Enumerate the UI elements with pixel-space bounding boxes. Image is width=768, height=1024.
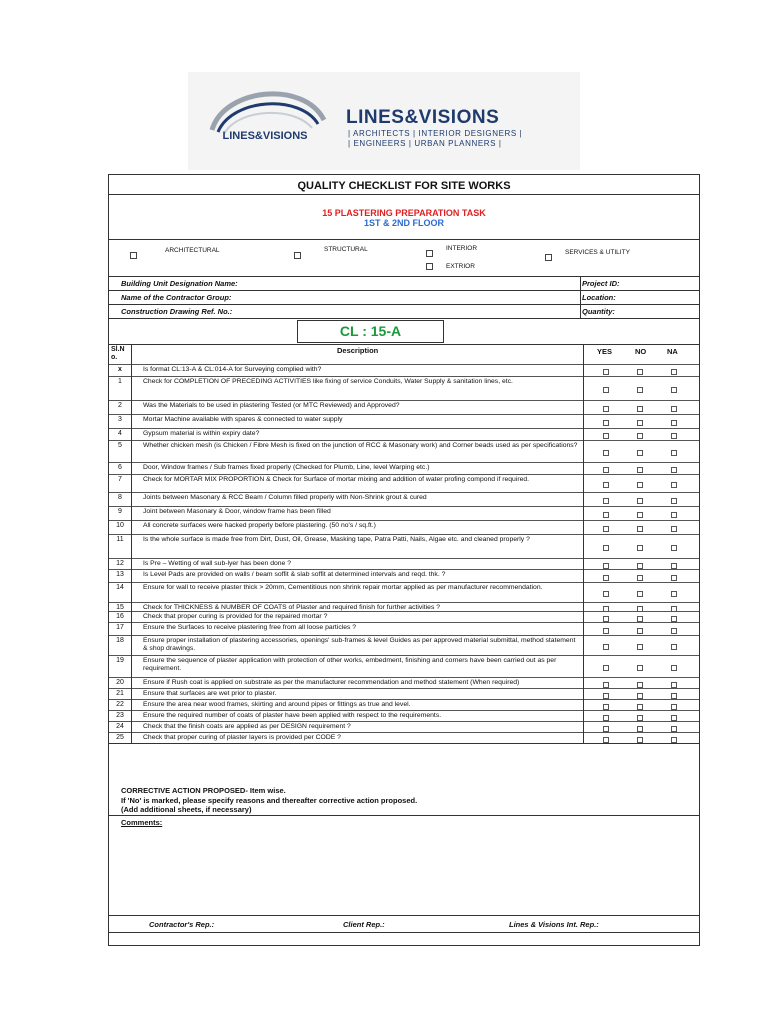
row-description: Is Level Pads are provided on walls / beam soffit & slab soffit at determined intervals and reqd. thk. ? [143, 571, 446, 578]
no-checkbox[interactable] [637, 628, 643, 634]
yes-checkbox[interactable] [603, 665, 609, 671]
row-number: 12 [116, 560, 124, 567]
no-header: NO [635, 347, 647, 356]
row-number: 13 [116, 571, 124, 578]
yes-checkbox[interactable] [603, 433, 609, 439]
drawing-ref-label: Construction Drawing Ref. No.: [121, 307, 233, 316]
table-row [109, 534, 699, 559]
table-row [109, 622, 699, 636]
floor-title: 1ST & 2ND FLOOR [363, 218, 444, 228]
table-row [109, 520, 699, 535]
checklist-sheet [108, 174, 700, 946]
row-number: 1 [118, 378, 122, 385]
column-divider [583, 344, 584, 743]
yes-checkbox[interactable] [603, 467, 609, 473]
yes-checkbox[interactable] [603, 482, 609, 488]
row-number: 4 [118, 430, 122, 437]
yes-checkbox[interactable] [603, 591, 609, 597]
row-description: Check that proper curing is provided for the repaired mortar ? [143, 613, 328, 620]
architectural-checkbox[interactable] [130, 252, 137, 259]
row-description: Mortar Machine available with spares & connected to water supply [143, 416, 343, 423]
row-description: Ensure if Rush coat is applied on substrate as per the manufacturer recommendation and method statement (When required) [143, 679, 520, 686]
logo-subtitle-2: | ENGINEERS | URBAN PLANNERS | [348, 139, 502, 148]
row-description: Ensure proper installation of plastering accessories, openings' sub-frames & level Guides as per approved material submittal, method statement & shop drawings. [143, 637, 576, 652]
na-header: NA [667, 347, 678, 356]
no-checkbox[interactable] [637, 591, 643, 597]
row-description: Ensure the sequence of plaster application with protection of other works, embedment, finishing and corners have been carried out as per requirement. [143, 657, 557, 672]
no-checkbox[interactable] [637, 526, 643, 532]
services-checkbox[interactable] [545, 254, 552, 261]
row-description: Check for MORTAR MIX PROPORTION & Check for Surface of mortar mixing and addition of water profing compond if required. [143, 476, 530, 483]
table-row [109, 474, 699, 493]
no-checkbox[interactable] [637, 498, 643, 504]
row-number: 21 [116, 690, 124, 697]
row-number: 19 [116, 657, 124, 664]
row-description: Check for COMPLETION OF PRECEDING ACTIVITIES like fixing of service Conduits, Water Supply & sanitation lines, etc. [143, 378, 513, 385]
task-title: 15 PLASTERING PREPARATION TASK [322, 208, 486, 218]
logo-swoosh-icon [204, 80, 330, 158]
na-checkbox[interactable] [671, 498, 677, 504]
na-checkbox[interactable] [671, 450, 677, 456]
row-number: 16 [116, 613, 124, 620]
table-row [109, 582, 699, 603]
row-description: Check that proper curing of plaster layers is provided per CODE ? [143, 734, 341, 741]
contractor-rep-label: Contractor's Rep.: [149, 920, 215, 929]
yes-checkbox[interactable] [603, 628, 609, 634]
no-checkbox[interactable] [637, 482, 643, 488]
logo-subtitle-1: | ARCHITECTS | INTERIOR DESIGNERS | [348, 129, 523, 138]
row-number: 2 [118, 402, 122, 409]
building-unit-label: Building Unit Designation Name: [121, 279, 238, 288]
table-row [109, 376, 699, 401]
row-number: 5 [118, 442, 122, 449]
no-checkbox[interactable] [637, 665, 643, 671]
yes-checkbox[interactable] [603, 575, 609, 581]
no-checkbox[interactable] [637, 575, 643, 581]
exterior-checkbox[interactable] [426, 263, 433, 270]
quantity-label: Quantity: [582, 307, 615, 316]
na-checkbox[interactable] [671, 433, 677, 439]
row-number: 6 [118, 464, 122, 471]
lv-rep-label: Lines & Visions Int. Rep.: [509, 920, 599, 929]
table-row [109, 635, 699, 656]
project-id-label: Project ID: [582, 279, 620, 288]
category-exterior: EXTRIOR [446, 263, 475, 270]
row-number: 20 [116, 679, 124, 686]
na-checkbox[interactable] [671, 369, 677, 375]
corrective-action-note: If 'No' is marked, please specify reasons and thereafter corrective action proposed. [121, 796, 418, 805]
na-checkbox[interactable] [671, 575, 677, 581]
row-description: Ensure the required number of coats of plaster have been applied with respect to the requirements. [143, 712, 442, 719]
table-row [109, 492, 699, 507]
row-number: 3 [118, 416, 122, 423]
table-row [109, 440, 699, 463]
yes-checkbox[interactable] [603, 512, 609, 518]
row-description: Ensure the Surfaces to receive plastering free from all loose particles ? [143, 624, 357, 631]
category-interior: INTERIOR [446, 245, 478, 252]
yes-checkbox[interactable] [603, 406, 609, 412]
yes-checkbox[interactable] [603, 420, 609, 426]
no-checkbox[interactable] [637, 387, 643, 393]
category-structural: STRUCTURAL [324, 246, 368, 253]
row-description: Joints between Masonary & RCC Beam / Column filled properly with Non-Shrink grout & cured [143, 494, 427, 501]
table-row [109, 655, 699, 678]
yes-checkbox[interactable] [603, 545, 609, 551]
na-checkbox[interactable] [671, 545, 677, 551]
corrective-action-title: CORRECTIVE ACTION PROPOSED- Item wise. [121, 786, 286, 795]
row-number: 23 [116, 712, 124, 719]
na-checkbox[interactable] [671, 482, 677, 488]
yes-checkbox[interactable] [603, 644, 609, 650]
table-bottom-line [109, 743, 699, 744]
row-number: 7 [118, 476, 122, 483]
row-number: 15 [116, 604, 124, 611]
row-number: 11 [116, 536, 124, 543]
yes-checkbox[interactable] [603, 450, 609, 456]
na-checkbox[interactable] [671, 512, 677, 518]
client-rep-label: Client Rep.: [343, 920, 385, 929]
row-description: Is the whole surface is made free from Dirt, Dust, Oil, Grease, Masking tape, Patra Patti, Nails, Algae etc. and cleaned properly ? [143, 536, 530, 543]
row-number: 17 [116, 624, 124, 631]
corrective-action-note-2: (Add additional sheets, if necessary) [121, 805, 252, 814]
row-description: Ensure the area near wood frames, skirting and around pipes or fittings as true and level. [143, 701, 411, 708]
na-checkbox[interactable] [671, 526, 677, 532]
na-checkbox[interactable] [671, 406, 677, 412]
location-label: Location: [582, 293, 616, 302]
row-number: 10 [116, 522, 124, 529]
no-checkbox[interactable] [637, 420, 643, 426]
row-number: 22 [116, 701, 124, 708]
contractor-group-label: Name of the Contractor Group: [121, 293, 232, 302]
row-number: 14 [116, 584, 124, 591]
no-checkbox[interactable] [637, 369, 643, 375]
row-description: Ensure that surfaces are wet prior to plaster. [143, 690, 277, 697]
sno-header: Sl.N o. [111, 346, 125, 361]
na-checkbox[interactable] [671, 420, 677, 426]
row-number: x [118, 366, 122, 373]
no-checkbox[interactable] [637, 545, 643, 551]
table-row [109, 506, 699, 521]
structural-checkbox[interactable] [294, 252, 301, 259]
row-description: Was the Materials to be used in plastering Tested (or MTC Reviewed) and Approved? [143, 402, 400, 409]
row-description: Is format CL:13-A & CL:014-A for Surveying complied with? [143, 366, 322, 373]
table-row [109, 400, 699, 415]
row-description: Is Pre – Wetting of wall sub-lyer has been done ? [143, 560, 291, 567]
column-divider [131, 344, 132, 743]
comments-label: Comments: [121, 818, 163, 827]
row-number: 18 [116, 637, 124, 644]
no-checkbox[interactable] [637, 644, 643, 650]
row-number: 24 [116, 723, 124, 730]
row-number: 9 [118, 508, 122, 515]
na-checkbox[interactable] [671, 467, 677, 473]
yes-checkbox[interactable] [603, 526, 609, 532]
row-description: Check for THICKNESS & NUMBER OF COATS of Plaster and required finish for further activities ? [143, 604, 441, 611]
row-description: Gypsum material is within expiry date? [143, 430, 260, 437]
na-checkbox[interactable] [671, 387, 677, 393]
table-row [109, 569, 699, 583]
yes-checkbox[interactable] [603, 498, 609, 504]
checklist-code: CL : 15-A [297, 320, 444, 343]
yes-checkbox[interactable] [603, 369, 609, 375]
no-checkbox[interactable] [637, 467, 643, 473]
no-checkbox[interactable] [637, 450, 643, 456]
row-number: 25 [116, 734, 124, 741]
logo-title: LINES&VISIONS [346, 107, 500, 128]
category-architectural: ARCHITECTURAL [165, 247, 220, 254]
logo-small-text: LINES&VISIONS [222, 130, 308, 142]
yes-checkbox[interactable] [603, 387, 609, 393]
no-checkbox[interactable] [637, 406, 643, 412]
row-description: Ensure for wall to receive plaster thick > 20mm, Cementitious non shrink repair mortar applied as per manufacturer recommendation. [143, 584, 543, 591]
row-description: Door, Window frames / Sub frames fixed properly (Checked for Plumb, Line, level Warping etc.) [143, 464, 430, 471]
form-title: QUALITY CHECKLIST FOR SITE WORKS [297, 180, 511, 192]
no-checkbox[interactable] [637, 433, 643, 439]
na-checkbox[interactable] [671, 591, 677, 597]
row-description: Whether chicken mesh (is Chicken / Fibre Mesh is fixed on the junction of RCC & Masonary work) and Corner beads used as per specifications? [143, 442, 578, 449]
category-services: SERVICES & UTILITY [565, 249, 630, 256]
description-header: Description [337, 346, 379, 355]
no-checkbox[interactable] [637, 512, 643, 518]
na-checkbox[interactable] [671, 644, 677, 650]
row-description: All concrete surfaces were hacked properly before plastering. (50 no's / sq.ft.) [143, 522, 376, 529]
row-description: Joint between Masonary & Door, window frame has been filled [143, 508, 331, 515]
row-number: 8 [118, 494, 122, 501]
na-checkbox[interactable] [671, 628, 677, 634]
interior-checkbox[interactable] [426, 250, 433, 257]
row-description: Check that the finish coats are applied as per DESIGN requirement ? [143, 723, 351, 730]
table-row [109, 414, 699, 429]
na-checkbox[interactable] [671, 665, 677, 671]
yes-header: YES [597, 347, 613, 356]
company-logo [188, 72, 580, 170]
